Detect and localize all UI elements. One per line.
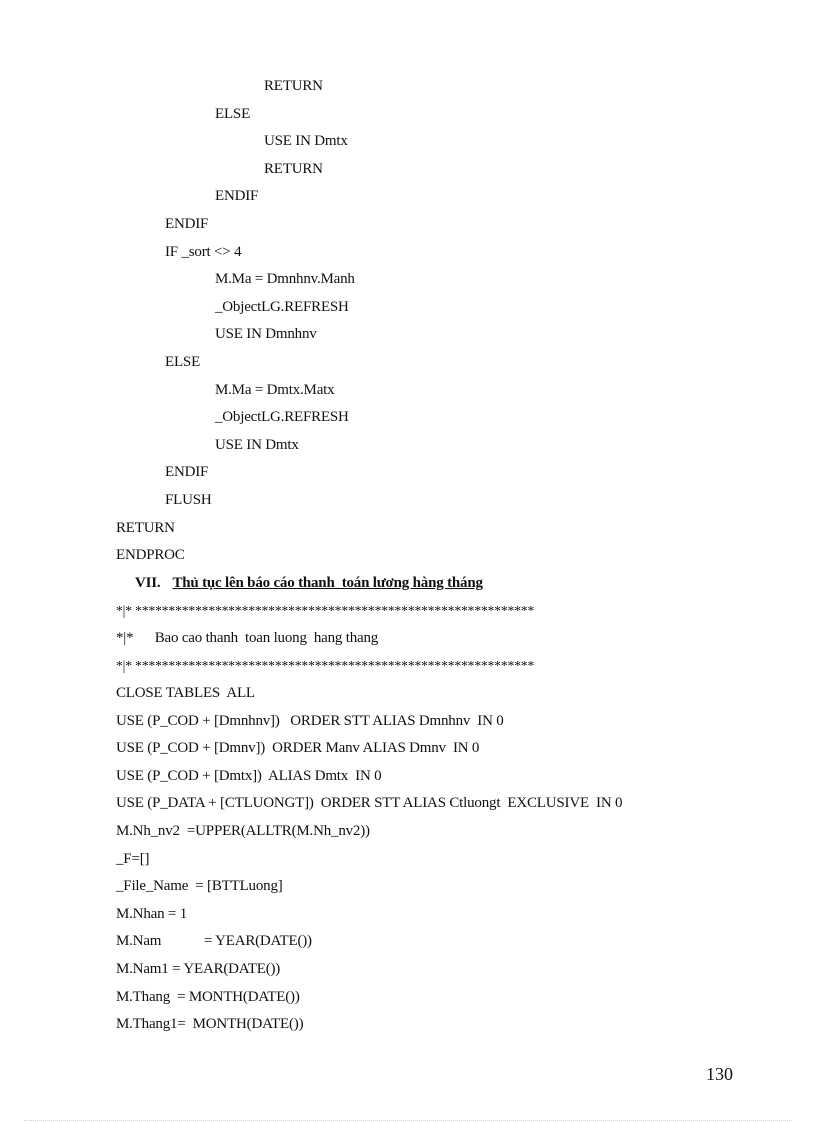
code-line: M.Nh_nv2 =UPPER(ALLTR(M.Nh_nv2)) [116, 823, 370, 840]
section-number: VII. [135, 574, 161, 591]
code-line: USE (P_COD + [Dmtx]) ALIAS Dmtx IN 0 [116, 767, 382, 784]
code-line: ENDPROC [116, 547, 185, 564]
code-line: USE (P_COD + [Dmnv]) ORDER Manv ALIAS Dmnv IN 0 [116, 740, 480, 757]
code-line: USE IN Dmtx [215, 436, 299, 453]
code-line: ENDIF [215, 188, 259, 205]
code-line: M.Thang = MONTH(DATE()) [116, 988, 300, 1005]
code-line: M.Nhan = 1 [116, 905, 188, 922]
code-listing [0, 73, 816, 1039]
page-number: 130 [706, 1064, 733, 1084]
section-heading [0, 570, 816, 598]
section-title: Thủ tục lên báo cáo thanh toán lương hàng tháng [172, 574, 483, 591]
code-line: M.Ma = Dmnhnv.Manh [215, 271, 355, 288]
code-line: RETURN [264, 78, 323, 94]
code-line: RETURN [264, 160, 323, 177]
code-line: *|* ************************************************************ [116, 658, 535, 674]
code-line: USE IN Dmtx [264, 133, 348, 150]
code-line: USE (P_DATA + [CTLUONGT]) ORDER STT ALIAS Ctluongt EXCLUSIVE IN 0 [116, 795, 623, 812]
code-line: M.Nam1 = YEAR(DATE()) [116, 961, 281, 977]
code-block-top [0, 73, 816, 570]
code-line: IF _sort <> 4 [165, 243, 242, 260]
code-line: M.Thang1= MONTH(DATE()) [116, 1016, 304, 1033]
code-line: _ObjectLG.REFRESH [215, 409, 349, 426]
code-line: RETURN [116, 519, 175, 536]
code-line: ENDIF [165, 464, 209, 481]
code-line: *|* Bao cao thanh toan luong hang thang [116, 629, 379, 646]
footer-divider [24, 1120, 792, 1121]
code-line: ELSE [165, 353, 201, 370]
code-block-bottom [0, 597, 816, 1039]
code-line: ELSE [215, 105, 251, 122]
code-line: ENDIF [165, 215, 209, 232]
code-line: *|* ************************************************************ [116, 603, 535, 619]
code-line: CLOSE TABLES ALL [116, 685, 255, 702]
code-line: M.Nam = YEAR(DATE()) [116, 933, 312, 950]
code-line: _ObjectLG.REFRESH [215, 298, 349, 315]
code-line: USE (P_COD + [Dmnhnv]) ORDER STT ALIAS Dmnhnv IN 0 [116, 712, 504, 729]
code-line: USE IN Dmnhnv [215, 326, 317, 343]
code-line: M.Ma = Dmtx.Matx [215, 381, 335, 398]
code-line: _File_Name = [BTTLuong] [116, 878, 283, 895]
code-line: _F=[] [116, 850, 150, 867]
code-line: FLUSH [165, 491, 212, 508]
